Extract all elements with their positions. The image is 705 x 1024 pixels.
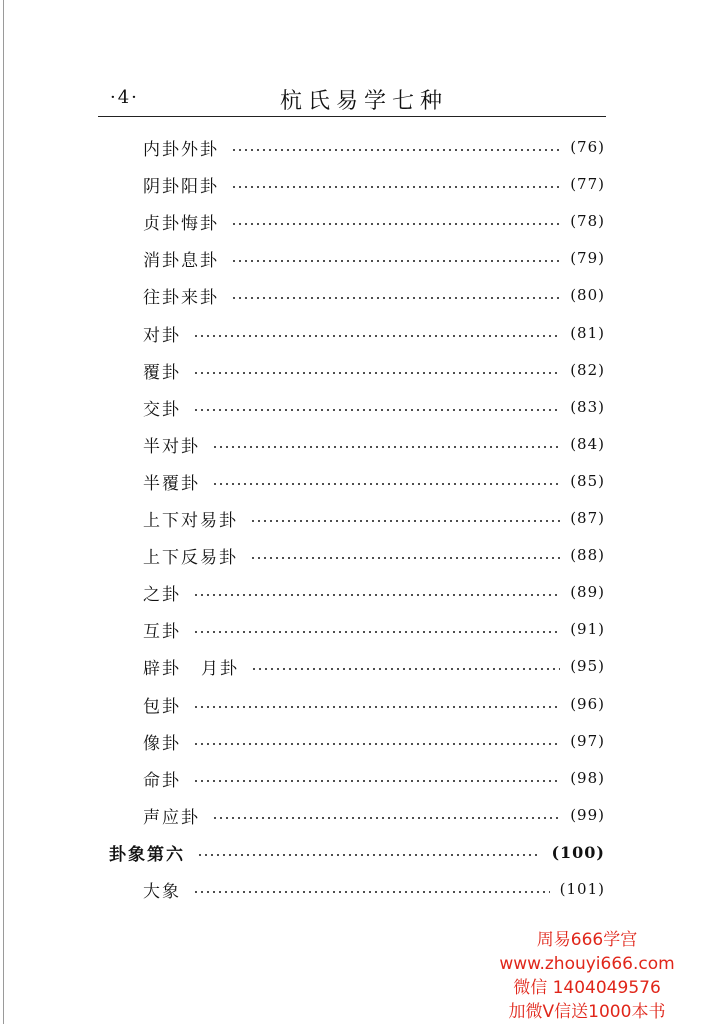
toc-leader-dots <box>193 631 560 633</box>
toc-entry-title-text: 覆卦 <box>143 362 181 383</box>
toc-entry <box>143 357 605 383</box>
toc-entry-title <box>143 580 193 605</box>
toc-entry-title <box>143 135 231 160</box>
toc-leader-dots <box>231 186 560 188</box>
toc-leader-dots <box>251 668 560 670</box>
toc-entry-title-text: 卦象第六 <box>109 844 185 865</box>
toc-entry-title <box>143 469 212 494</box>
toc-entry-title-extra: 月卦 <box>201 658 239 679</box>
toc-leader-dots <box>197 854 541 856</box>
toc-entry-title <box>143 395 193 420</box>
toc-entry-title-text: 包卦 <box>143 696 181 717</box>
toc-entry-title-text: 之卦 <box>143 584 181 605</box>
toc-entry-page: (97) <box>570 732 605 750</box>
toc-entry <box>143 691 605 717</box>
toc-entry-title <box>143 654 251 679</box>
toc-leader-dots <box>231 260 560 262</box>
toc-leader-dots <box>231 223 560 225</box>
toc-entry-title-text: 交卦 <box>143 399 181 420</box>
toc-entry-page: (85) <box>570 472 605 490</box>
toc-entry-page: (88) <box>570 546 605 564</box>
toc-entry <box>143 876 605 902</box>
toc-entry-title-text: 像卦 <box>143 733 181 754</box>
toc-entry-title <box>143 543 250 568</box>
toc-entry-page: (81) <box>570 324 605 342</box>
toc-entry <box>143 245 605 271</box>
toc-entry-page: (84) <box>570 435 605 453</box>
watermark-line-2: www.zhouyi666.com <box>499 954 675 974</box>
toc-entry-title-text: 半对卦 <box>143 436 200 457</box>
toc-entry-title <box>143 803 212 828</box>
toc-entry-title-text: 对卦 <box>143 325 181 346</box>
toc-entry <box>143 765 605 791</box>
toc-entry-title-text: 内卦外卦 <box>143 139 219 160</box>
toc-entry-page: (87) <box>570 509 605 527</box>
toc-entry-title-text: 互卦 <box>143 621 181 642</box>
toc-entry-title-text: 半覆卦 <box>143 473 200 494</box>
toc-entry <box>143 282 605 308</box>
toc-entry <box>143 134 605 160</box>
page-header <box>100 84 605 114</box>
toc-entry <box>143 468 605 494</box>
toc-entry-page: (83) <box>570 398 605 416</box>
toc-section-entry <box>109 839 605 865</box>
toc-entry-title <box>143 358 193 383</box>
toc-leader-dots <box>193 594 560 596</box>
toc-entry <box>143 616 605 642</box>
toc-leader-dots <box>193 743 560 745</box>
toc-entry-title-text: 阴卦阳卦 <box>143 176 219 197</box>
header-rule <box>98 116 606 117</box>
toc-entry-page: (101) <box>559 880 605 898</box>
toc-entry-title <box>109 840 197 865</box>
toc-entry-title <box>143 506 250 531</box>
toc-leader-dots <box>193 780 560 782</box>
toc-entry-title <box>143 692 193 717</box>
book-title: 杭氏易学七种 <box>280 89 449 114</box>
watermark-line-1: 周易666学宫 <box>536 930 638 950</box>
toc-entry-title <box>143 209 231 234</box>
toc-entry <box>143 653 605 679</box>
toc-entry-title-text: 声应卦 <box>143 807 200 828</box>
toc-entry-title-text: 往卦来卦 <box>143 287 219 308</box>
watermark <box>477 928 697 1024</box>
toc-entry-title-text: 上下反易卦 <box>143 547 238 568</box>
toc-entry-title <box>143 877 193 902</box>
toc-leader-dots <box>231 149 560 151</box>
toc-entry-title <box>143 246 231 271</box>
toc-leader-dots <box>212 446 560 448</box>
toc-leader-dots <box>250 520 560 522</box>
toc-entry-title <box>143 283 231 308</box>
toc-entry-title-text: 辟卦 <box>143 658 181 679</box>
toc-entry <box>143 431 605 457</box>
toc-entry-title-text: 消卦息卦 <box>143 250 219 271</box>
toc-entry-title-text: 上下对易卦 <box>143 510 238 531</box>
toc-entry-page: (98) <box>570 769 605 787</box>
toc-entry-title <box>143 321 193 346</box>
toc-entry-page: (82) <box>570 361 605 379</box>
toc-leader-dots <box>193 409 560 411</box>
toc-entry-page: (96) <box>570 695 605 713</box>
toc-entry-page: (100) <box>551 842 605 862</box>
toc-leader-dots <box>250 557 560 559</box>
toc-entry-page: (77) <box>570 175 605 193</box>
toc-leader-dots <box>231 297 560 299</box>
toc-entry-title <box>143 172 231 197</box>
toc-entry <box>143 394 605 420</box>
toc-entry <box>143 579 605 605</box>
watermark-line-3: 微信 1404049576 <box>513 978 661 998</box>
toc-entry-page: (78) <box>570 212 605 230</box>
toc-entry-page: (91) <box>570 620 605 638</box>
toc-entry <box>143 320 605 346</box>
toc-entry-title-text: 命卦 <box>143 770 181 791</box>
toc-leader-dots <box>212 483 560 485</box>
toc-leader-dots <box>193 706 560 708</box>
toc-leader-dots <box>193 372 560 374</box>
toc-entry-title-text: 贞卦悔卦 <box>143 213 219 234</box>
toc-entry <box>143 505 605 531</box>
toc-leader-dots <box>212 817 560 819</box>
toc-entry-title <box>143 729 193 754</box>
toc-entry-title <box>143 617 193 642</box>
toc-entry-page: (89) <box>570 583 605 601</box>
toc-entry-title <box>143 432 212 457</box>
toc-entry <box>143 728 605 754</box>
toc-entry <box>143 208 605 234</box>
toc-entry-page: (79) <box>570 249 605 267</box>
toc-entry-title-text: 大象 <box>143 881 181 902</box>
page-edge-line <box>3 0 4 1024</box>
toc-entry <box>143 542 605 568</box>
toc-entry-page: (99) <box>570 806 605 824</box>
toc-entry-title <box>143 766 193 791</box>
toc-entry-page: (76) <box>570 138 605 156</box>
toc-leader-dots <box>193 335 560 337</box>
watermark-line-4: 加微V信送1000本书 <box>508 1002 666 1022</box>
toc-entry <box>143 171 605 197</box>
page-number: ·4· <box>110 87 139 108</box>
toc-leader-dots <box>193 891 550 893</box>
toc-entry-page: (80) <box>570 286 605 304</box>
toc-entry <box>143 802 605 828</box>
toc-entry-page: (95) <box>570 657 605 675</box>
